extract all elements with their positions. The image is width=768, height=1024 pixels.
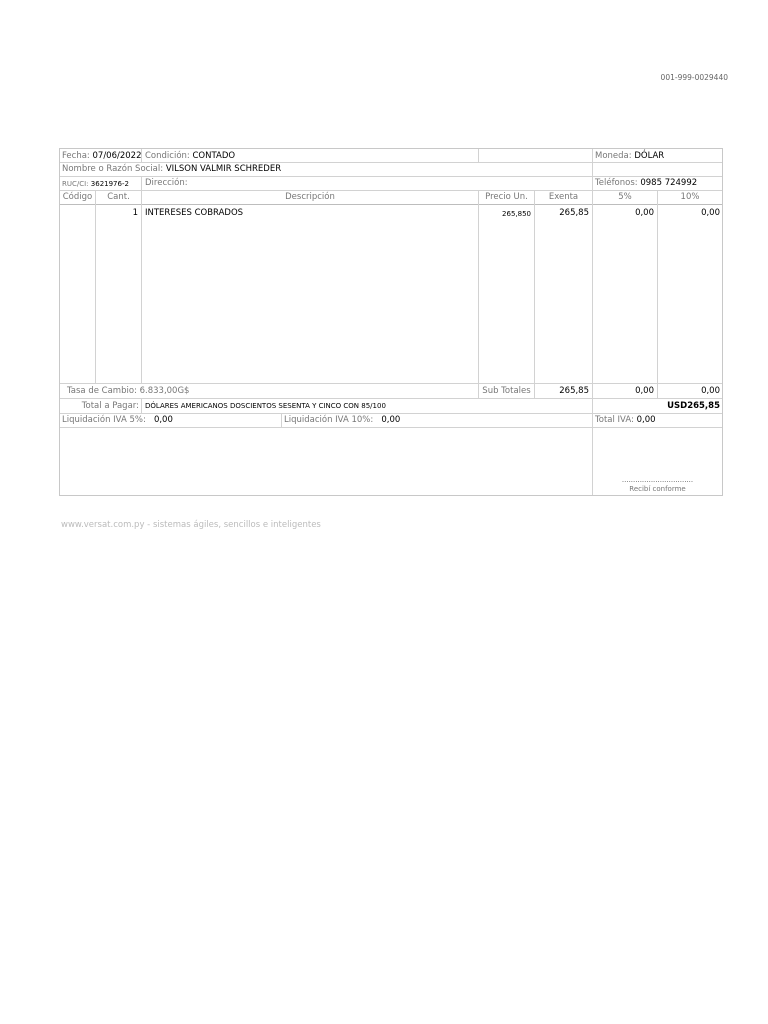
nombre-field: Nombre o Razón Social: VILSON VALMIR SCHREDER	[62, 164, 282, 174]
col-codigo: Código	[62, 192, 93, 202]
footer-text: www.versat.com.py - sistemas ágiles, sencillos e inteligentes	[61, 520, 321, 530]
item-exenta: 265,85	[559, 208, 589, 218]
fecha-field: Fecha: 07/06/2022	[62, 151, 142, 161]
total-pagar-label: Total a Pagar:	[81, 401, 139, 411]
total-letras: DÓLARES AMERICANOS DOSCIENTOS SESENTA Y CINCO CON 85/100	[145, 402, 386, 410]
invoice-table	[59, 148, 723, 496]
telefonos-field: Teléfonos: 0985 724992	[595, 178, 698, 188]
signature-label: Recibí conforme	[629, 485, 686, 493]
direccion-field: Dirección:	[145, 178, 188, 188]
liq-iva10: Liquidación IVA 10%: 0,00	[284, 415, 401, 425]
item-cant: 1	[132, 208, 138, 218]
condicion-field: Condición: CONTADO	[145, 151, 236, 161]
sub-exenta: 265,85	[559, 386, 589, 396]
item-iva5: 0,00	[635, 208, 654, 218]
col-exenta: Exenta	[548, 192, 579, 202]
col-descripcion: Descripción	[285, 192, 335, 202]
total-iva: Total IVA: 0,00	[595, 415, 656, 425]
item-precio: 265,850	[502, 210, 531, 218]
tasa-cambio: Tasa de Cambio: 6.833,00G$	[67, 386, 190, 396]
liq-iva5: Liquidación IVA 5%: 0,00	[62, 415, 173, 425]
item-iva10: 0,00	[701, 208, 720, 218]
sub-iva5: 0,00	[635, 386, 654, 396]
sub-iva10: 0,00	[701, 386, 720, 396]
sub-totales-label: Sub Totales	[482, 386, 531, 396]
ruc-field: RUC/CI: 3621976-2	[62, 180, 129, 188]
signature-line: ................................	[621, 476, 694, 484]
moneda-field: Moneda: DÓLAR	[595, 151, 665, 161]
col-precio: Precio Un.	[485, 192, 528, 202]
col-iva5: 5%	[618, 192, 632, 202]
invoice-number: 001-999-0029440	[660, 73, 728, 82]
col-iva10: 10%	[680, 192, 700, 202]
col-cant: Cant.	[107, 192, 130, 202]
total-value: USD265,85	[667, 401, 720, 411]
item-descripcion: INTERESES COBRADOS	[145, 208, 244, 218]
